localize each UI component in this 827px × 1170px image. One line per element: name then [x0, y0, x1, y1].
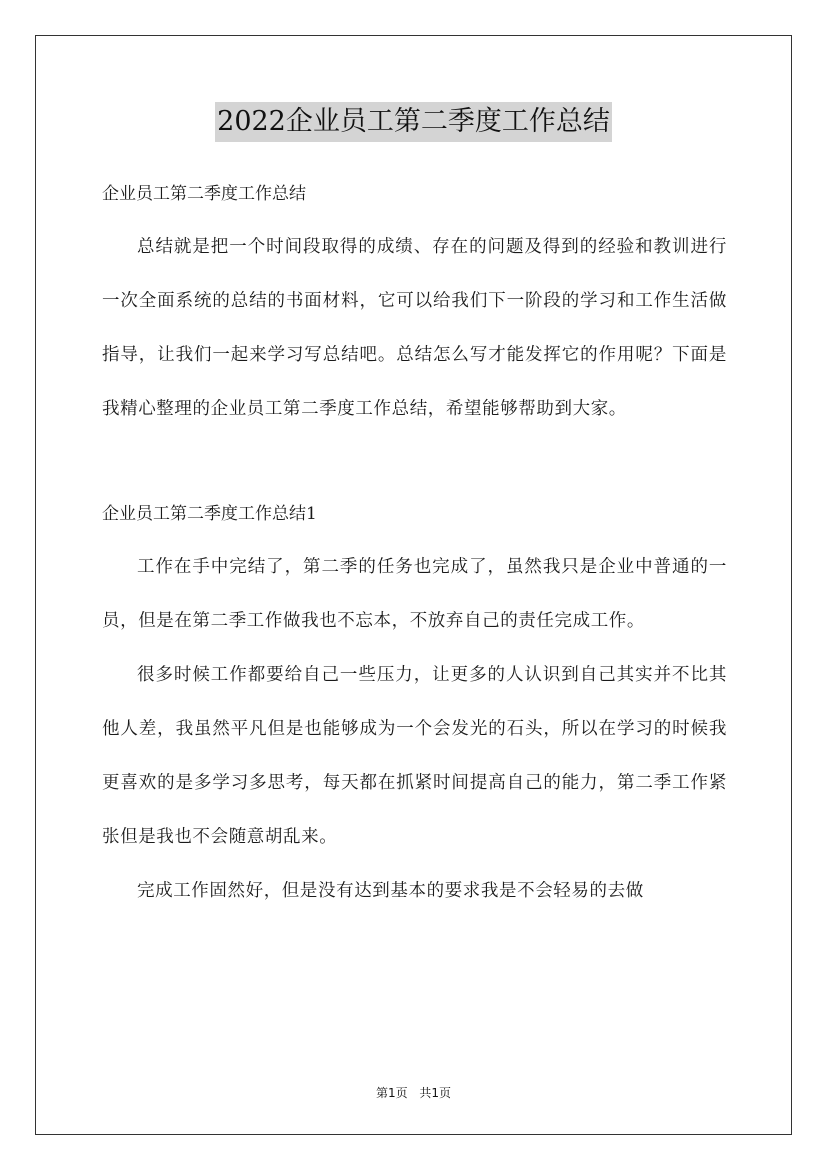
document-title: 2022企业员工第二季度工作总结 — [215, 102, 612, 142]
page-total: 共1页 — [419, 1086, 452, 1100]
page-number: 第1页 — [375, 1086, 408, 1100]
document-body — [102, 168, 727, 918]
section-spacer — [102, 436, 727, 488]
page-footer — [0, 1084, 827, 1101]
body-paragraph-3: 完成工作固然好，但是没有达到基本的要求我是不会轻易的去做 — [137, 881, 644, 901]
section-heading: 企业员工第二季度工作总结1 — [102, 504, 317, 524]
body-paragraph-2: 很多时候工作都要给自己一些压力，让更多的人认识到自己其实并不比其他人差，我虽然平凡但是也能够成为一个会发光的石头，所以在学习的时候我更喜欢的是多学习多思考，每天都在抓紧时间提高自己的能力，第二季工作紧张但是我也不会随意胡乱来。 — [102, 665, 727, 847]
body-paragraph-1: 工作在手中完结了，第二季的任务也完成了，虽然我只是企业中普通的一员，但是在第二季工作做我也不忘本，不放弃自己的责任完成工作。 — [102, 557, 727, 631]
title-area — [0, 102, 827, 142]
document-subtitle: 企业员工第二季度工作总结 — [102, 184, 306, 204]
intro-paragraph: 总结就是把一个时间段取得的成绩、存在的问题及得到的经验和教训进行一次全面系统的总结的书面材料，它可以给我们下一阶段的学习和工作生活做指导，让我们一起来学习写总结吧。总结怎么写才能发挥它的作用呢？下面是我精心整理的企业员工第二季度工作总结，希望能够帮助到大家。 — [102, 237, 727, 419]
